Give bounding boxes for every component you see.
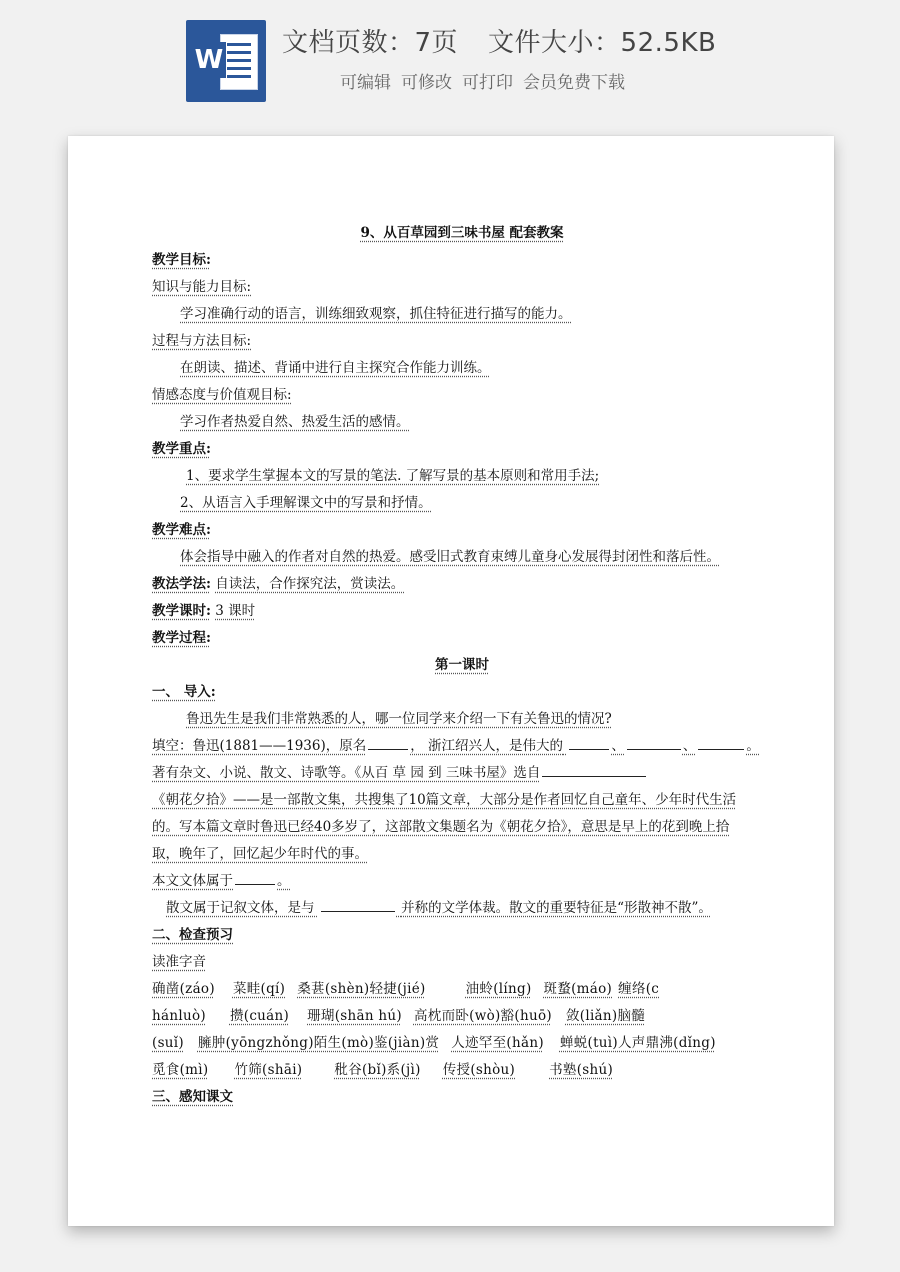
process-heading: 过程与方法目标: [152,333,252,349]
teaching-method-line [152,571,772,598]
hours-text: 3 课时 [215,603,256,619]
feature-printable: 可打印 [462,73,513,93]
blank-identity-1 [569,735,609,750]
pinyin-line-4: 觅食(mì) 竹筛(shāi) 秕谷(bǐ)系(jì) 传授(shòu) 书塾(shú) [152,1062,614,1078]
blank-genre [235,870,275,885]
emotion-heading: 情感态度与价值观目标: [152,387,292,403]
genre-line: 本文文体属于 。 [152,868,772,895]
goals-heading: 教学目标: [152,252,211,268]
pinyin-line-3: (suǐ) 臃肿(yōngzhǒng)陌生(mò)鉴(jiàn)赏 人迹罕至(hǎn) 蝉蜕(tuì)人声鼎沸(dǐng) [152,1035,716,1051]
teaching-hours-line [152,598,772,625]
file-size-label: 文件大小：52.5KB [488,28,717,58]
document-title: 9、从百草园到三味书屋 配套教案 [360,225,564,241]
feature-list [340,68,625,93]
page-count-label: 文档页数：7页 [282,28,459,58]
feature-member-download: 会员免费下载 [523,73,625,93]
word-doc-icon [186,20,266,102]
document-content [152,220,772,1111]
blank-identity-3 [698,735,744,750]
procedure-heading: 教学过程: [152,630,211,646]
pinyin-line-2: hánluò) 攒(cuán) 珊瑚(shān hú) 高枕而卧(wò)豁(huō) 敛(liǎn)脑髓 [152,1008,646,1024]
chaohua-line-1: 《朝花夕拾》——是一部散文集，共搜集了10篇文章，大部分是作者回忆自己童年、少年时代生活 [152,792,737,808]
lesson-title: 第一课时 [435,657,489,673]
key-points-heading: 教学重点: [152,441,211,457]
blank-prose-peers [321,897,395,912]
difficulty-text: 体会指导中融入的作者对自然的热爱。感受旧式教育束缚儿童身心发展得封闭性和落后性。 [180,549,720,565]
doc-stats [282,22,716,59]
feature-editable: 可编辑 [340,73,391,93]
feature-modifiable: 可修改 [401,73,452,93]
chaohua-line-2: 的。写本篇文章时鲁迅已经40多岁了，这部散文集题名为《朝花夕拾》，意思是早上的花到晚上拾 [152,819,730,835]
process-text: 在朗读、描述、背诵中进行自主探究合作能力训练。 [180,360,491,376]
chaohua-line-3: 取，晚年了，回忆起少年时代的事。 [152,846,368,862]
intro-heading: 一、 导入: [152,684,216,700]
pinyin-line-1: 确凿(záo) 菜畦(qí) 桑葚(shèn)轻捷(jié) 油蛉(líng) 斑蝥(máo) 缠络(c [152,981,660,997]
intro-question: 鲁迅先生是我们非常熟悉的人，哪一位同学来介绍一下有关鲁迅的情况? [186,711,612,727]
hours-label: 教学课时: [152,603,211,619]
pinyin-list [152,976,772,1084]
blank-original-name [368,735,408,750]
read-pronunciation-heading: 读准字音 [152,954,206,970]
blank-identity-2 [627,735,681,750]
knowledge-heading: 知识与能力目标: [152,279,252,295]
download-info-banner [0,0,900,125]
blank-collection [542,762,646,777]
check-preview-heading: 二、检查预习 [152,927,233,943]
method-text: 自读法，合作探究法，赏读法。 [215,576,405,592]
difficulty-heading: 教学难点: [152,522,211,538]
perceive-text-heading: 三、感知课文 [152,1089,233,1105]
method-label: 教法学法: [152,576,211,592]
prose-line: 散文属于记叙文体，是与 并称的文学体裁。散文的重要特征是“形散神不散”。 [152,895,772,922]
document-page [68,136,834,1226]
word-logo-letter: W [192,42,226,78]
key-point-1: 1、要求学生掌握本文的写景的笔法. 了解写景的基本原则和常用手法; [186,468,600,484]
emotion-text: 学习作者热爱自然、热爱生活的感情。 [180,414,410,430]
key-point-2: 2、从语言入手理解课文中的写景和抒情。 [180,495,432,511]
fill-in-line: 填空：鲁迅(1881——1936)，原名 ， 浙江绍兴人，是伟大的 、 、 。 [152,733,772,760]
knowledge-text: 学习准确行动的语言，训练细致观察，抓住特征进行描写的能力。 [180,306,572,322]
works-line: 著有杂文、小说、散文、诗歌等。《从百 草 园 到 三味书屋》选自 [152,760,772,787]
